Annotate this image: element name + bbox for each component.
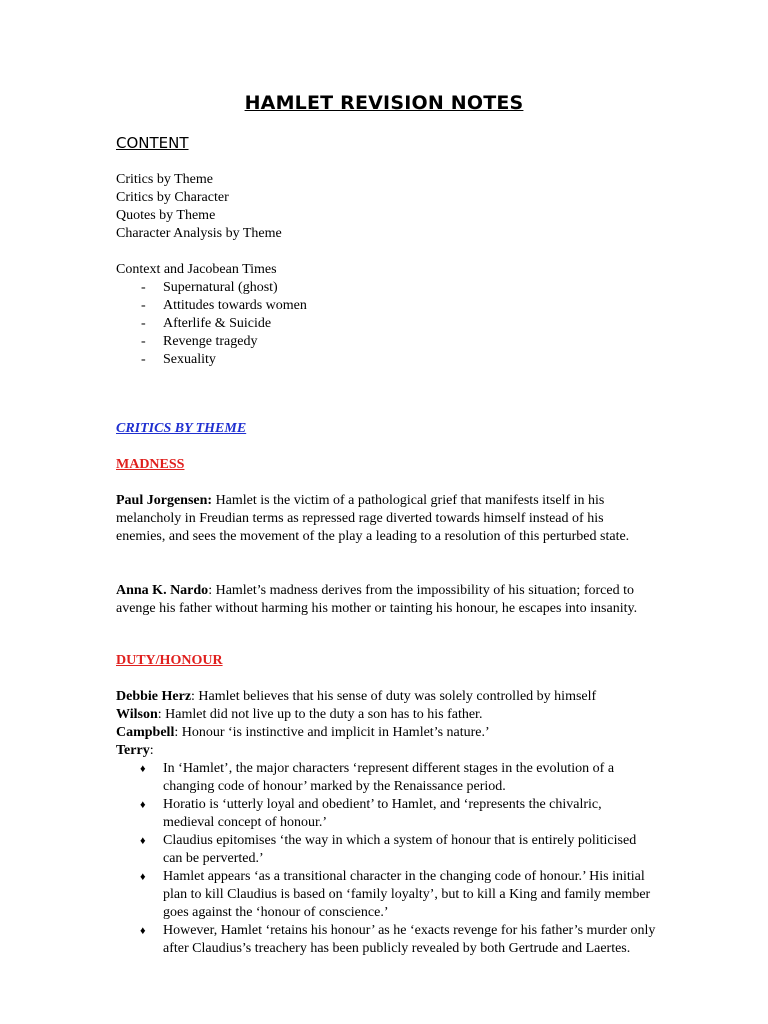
critic-text: : Hamlet’s madness derives from the impossibility of his situation; forced to avenge his father without harming his mother or tainting his honour, he escapes into insanity. bbox=[116, 583, 638, 616]
context-item-text: Revenge tragedy bbox=[163, 334, 258, 349]
document-title: HAMLET REVISION NOTES bbox=[244, 92, 524, 114]
duty-critics bbox=[116, 688, 656, 958]
bullet-item bbox=[116, 796, 656, 832]
bullet-text: Horatio is ‘utterly loyal and obedient’ to Hamlet, and ‘represents the chivalric, medieval concept of honour.’ bbox=[163, 797, 602, 830]
dash-marker: - bbox=[141, 280, 146, 295]
context-item bbox=[116, 279, 656, 297]
context-item-text: Supernatural (ghost) bbox=[163, 280, 278, 295]
context-item bbox=[116, 333, 656, 351]
critic-name: Terry bbox=[116, 743, 150, 758]
duty-honour-heading: DUTY/HONOUR bbox=[116, 653, 223, 668]
critic-line bbox=[116, 706, 656, 724]
diamond-bullet-icon: ♦ bbox=[140, 835, 146, 847]
bullet-text: Hamlet appears ‘as a transitional character in the changing code of honour.’ His initial plan to kill Claudius is based on ‘family loyalty’, but to kill a King and family member goes against the ‘honour of conscience.’ bbox=[163, 869, 651, 920]
context-heading: Context and Jacobean Times bbox=[116, 262, 277, 277]
critic-name: Anna K. Nardo bbox=[116, 583, 209, 598]
critic-name: Debbie Herz bbox=[116, 689, 192, 704]
terry-bullets bbox=[116, 760, 656, 958]
diamond-bullet-icon: ♦ bbox=[140, 925, 146, 937]
madness-heading: MADNESS bbox=[116, 457, 185, 472]
bullet-text: In ‘Hamlet’, the major characters ‘represent different stages in the evolution of a changing code of honour’ marked by the Renaissance period. bbox=[163, 761, 615, 794]
critic-line bbox=[116, 688, 656, 706]
toc-item-character-analysis: Character Analysis by Theme bbox=[116, 226, 282, 241]
context-section bbox=[116, 261, 656, 369]
diamond-bullet-icon: ♦ bbox=[140, 763, 146, 775]
toc-item-quotes-by-theme: Quotes by Theme bbox=[116, 208, 216, 223]
context-item-text: Afterlife & Suicide bbox=[163, 316, 272, 331]
context-item-text: Sexuality bbox=[163, 352, 216, 367]
dash-marker: - bbox=[141, 334, 146, 349]
bullet-text: However, Hamlet ‘retains his honour’ as he ‘exacts revenge for his father’s murder only after Claudius’s treachery has been publicly revealed by both Gertrude and Laertes. bbox=[163, 923, 656, 956]
bullet-item bbox=[116, 832, 656, 868]
critic-name: Wilson bbox=[116, 707, 158, 722]
critic-text: : Honour ‘is instinctive and implicit in Hamlet’s nature.’ bbox=[174, 725, 490, 740]
critic-text: Hamlet is the victim of a pathological grief that manifests itself in his melancholy in Freudian terms as repressed rage diverted towards himself instead of his enemies, and sees the movement of the play a leading to a resolution of this perturbed state. bbox=[116, 493, 630, 544]
critic-line bbox=[116, 742, 656, 760]
critic-line bbox=[116, 724, 656, 742]
critic-text: : Hamlet believes that his sense of duty was solely controlled by himself bbox=[191, 689, 597, 704]
context-list bbox=[116, 279, 656, 369]
diamond-bullet-icon: ♦ bbox=[140, 799, 146, 811]
bullet-item bbox=[116, 760, 656, 796]
critic-name: Paul Jorgensen: bbox=[116, 493, 213, 508]
dash-marker: - bbox=[141, 298, 146, 313]
paragraph-jorgensen bbox=[116, 492, 646, 546]
toc-item-critics-by-character: Critics by Character bbox=[116, 190, 229, 205]
critic-name: Campbell bbox=[116, 725, 175, 740]
bullet-text: Claudius epitomises ‘the way in which a system of honour that is entirely politicised can be perverted.’ bbox=[163, 833, 637, 866]
context-item bbox=[116, 351, 656, 369]
critic-text: : Hamlet did not live up to the duty a son has to his father. bbox=[157, 707, 483, 722]
diamond-bullet-icon: ♦ bbox=[140, 871, 146, 883]
toc-list bbox=[116, 171, 656, 243]
context-item bbox=[116, 297, 656, 315]
bullet-item bbox=[116, 922, 656, 958]
critic-text: : bbox=[149, 743, 154, 758]
critics-by-theme-link[interactable]: CRITICS BY THEME bbox=[116, 421, 247, 436]
dash-marker: - bbox=[141, 316, 146, 331]
dash-marker: - bbox=[141, 352, 146, 367]
content-heading: CONTENT bbox=[116, 134, 189, 152]
bullet-item bbox=[116, 868, 656, 922]
toc-item-critics-by-theme: Critics by Theme bbox=[116, 172, 213, 187]
context-item bbox=[116, 315, 656, 333]
context-item-text: Attitudes towards women bbox=[163, 298, 307, 313]
paragraph-nardo bbox=[116, 582, 646, 618]
